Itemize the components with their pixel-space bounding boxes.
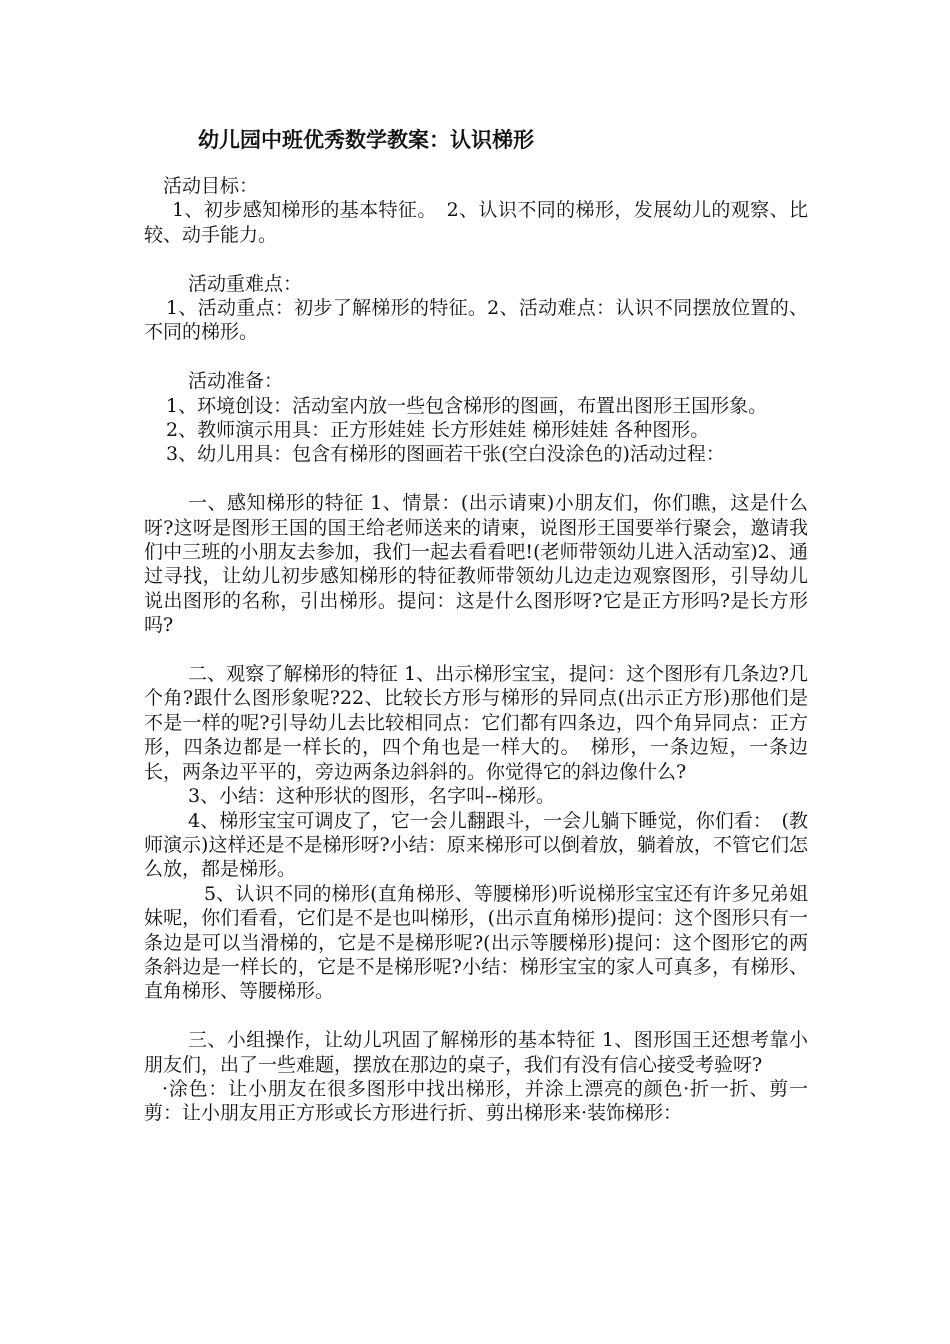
paragraph-preparation-2: 2、教师演示用具：正方形娃娃 长方形娃娃 梯形娃娃 各种图形。 [166, 419, 710, 442]
paragraph-part-2-summary: 3、小结：这种形状的图形，名字叫--梯形。 [188, 785, 555, 808]
paragraph-part-2-item-4: 4、梯形宝宝可调皮了，它一会儿翻跟斗，一会儿躺下睡觉，你们看： (教师演示)这样还是不是梯形呀?小结：原来梯形可以倒着放，躺着放，不管它们怎么放，都是梯形。 [144, 809, 808, 881]
document-body [144, 174, 808, 1126]
paragraph-preparation-1: 1、环境创设：活动室内放一些包含梯形的图画，布置出图形王国形象。 [166, 394, 768, 417]
section-heading-key-points: 活动重难点： [188, 272, 303, 295]
paragraph-part-3-activities: ·涂色：让小朋友在很多图形中找出梯形，并涂上漂亮的颜色·折一折、剪一剪：让小朋友用正方形或长方形进行折、剪出梯形来·装饰梯形： [144, 1077, 808, 1125]
paragraph-part-1: 一、感知梯形的特征 1、情景：(出示请柬)小朋友们，你们瞧，这是什么呀?这呀是图形王国的国王给老师送来的请柬，说图形王国要举行聚会，邀请我们中三班的小朋友去参加，我们一起去看看吧!(老师带领幼儿进入活动室)2、通过寻找，让幼儿初步感知梯形的特征教师带领幼儿边走边观察图形，引导幼儿说出图形的名称，引出梯形。提问：这是什么图形呀?它是正方形吗?是长方形吗? [144, 492, 808, 637]
document-title: 幼儿园中班优秀数学教案：认识梯形 [198, 127, 534, 152]
paragraph-part-3: 三、小组操作，让幼儿巩固了解梯形的基本特征 1、图形国王还想考靠小朋友们，出了一些难题，摆放在那边的桌子，我们有没有信心接受考验呀? [144, 1029, 808, 1076]
paragraph-part-2: 二、观察了解梯形的特征 1、出示梯形宝宝，提问：这个图形有几条边?几个角?跟什么图形象呢?22、比较长方形与梯形的异同点(出示正方形)那他们是不是一样的呢?引导幼儿去比较相同点：它们都有四条边，四个角异同点：正方形，四条边都是一样长的，四个角也是一样大的。 梯形，一条边短，一条边长，两条边平平的，旁边两条边斜斜的。你觉得它的斜边像什么? [144, 663, 808, 783]
paragraph-preparation-3: 3、幼儿用具：包含有梯形的图画若干张(空白没涂色的)活动过程： [166, 443, 725, 466]
section-heading-preparation: 活动准备： [188, 370, 284, 393]
paragraph-key-points: 1、活动重点：初步了解梯形的特征。2、活动难点：认识不同摆放位置的、不同的梯形。 [144, 297, 808, 344]
paragraph-goals: 1、初步感知梯形的基本特征。 2、认识不同的梯形，发展幼儿的观察、比较、动手能力。 [144, 199, 808, 246]
paragraph-part-2-item-5: 5、认识不同的梯形(直角梯形、等腰梯形)听说梯形宝宝还有许多兄弟姐妹呢，你们看看，它们是不是也叫梯形，(出示直角梯形)提问：这个图形只有一条边是可以当滑梯的，它是不是梯形呢?(出示等腰梯形)提问：这个图形它的两条斜边是一样长的，它是不是梯形呢?小结：梯形宝宝的家人可真多，有梯形、直角梯形、等腰梯形。 [144, 882, 808, 1003]
section-heading-goals: 活动目标： [163, 175, 259, 197]
